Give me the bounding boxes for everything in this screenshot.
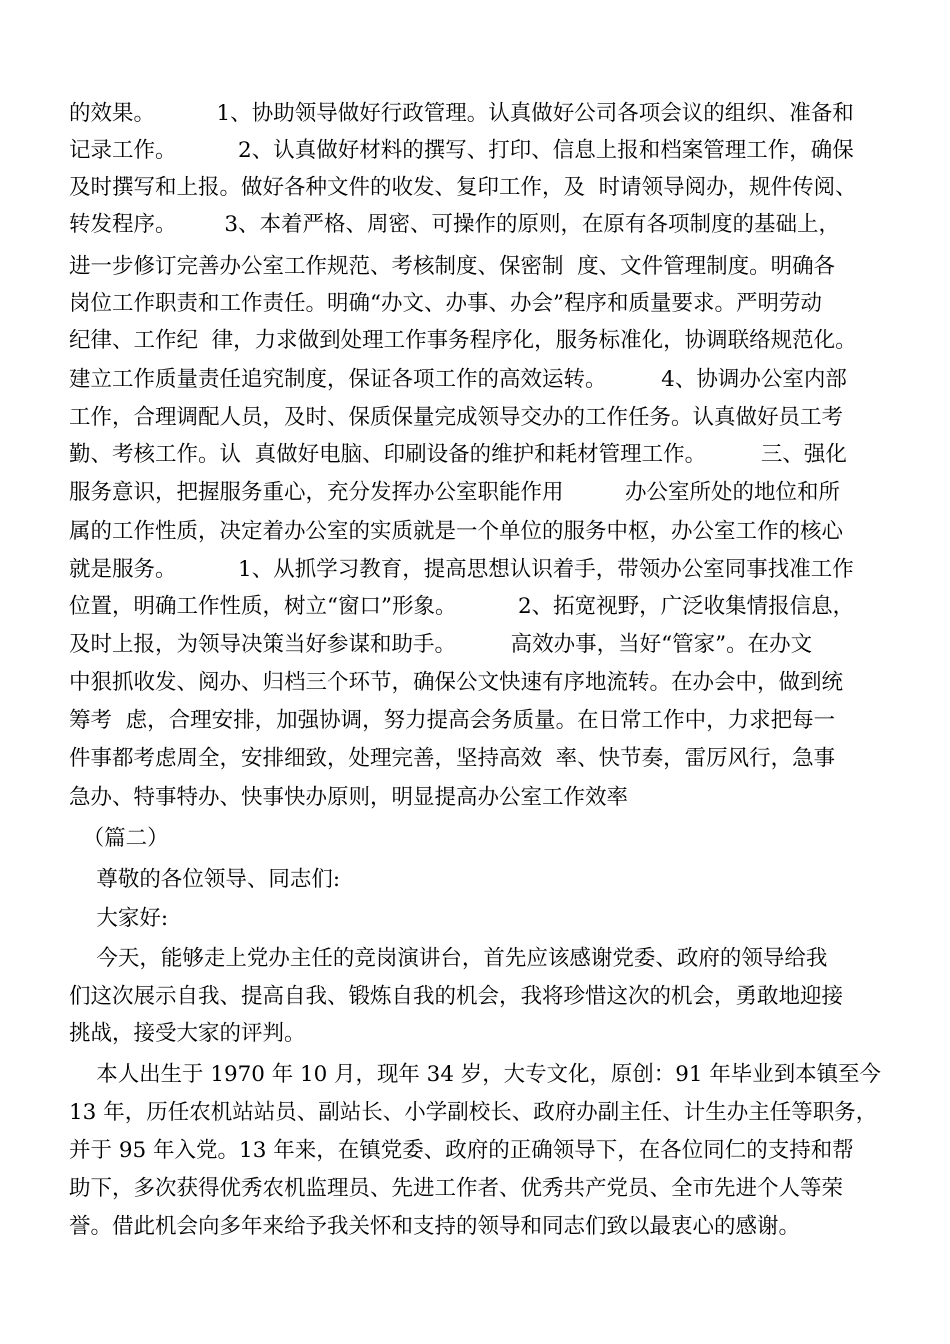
text-line: 转发程序。 3、本着严格、周密、可操作的原则，在原有各项制度的基础上， <box>69 212 841 237</box>
text-line: 及时上报，为领导决策当好参谋和助手。 高效办事，当好“管家”。在办文 <box>69 632 813 657</box>
text-line: 位置，明确工作性质，树立“窗口”形象。 2、拓宽视野，广泛收集情报信息， <box>69 594 855 619</box>
text-line: 服务意识，把握服务重心，充分发挥办公室职能作用 办公室所处的地位和所 <box>69 480 841 505</box>
text-line: 急办、特事特办、快事快办原则，明显提高办公室工作效率 <box>69 785 629 810</box>
text-line: 勤、考核工作。认 真做好电脑、印刷设备的维护和耗材管理工作。 三、强化 <box>69 442 847 467</box>
text-line: 就是服务。 1、从抓学习教育，提高思想认识着手，带领办公室同事找准工作 <box>69 557 854 582</box>
text-line: 纪律、工作纪 律，力求做到处理工作事务程序化，服务标准化，协调联络规范化。 <box>69 328 857 353</box>
text-line: 筹考 虑，合理安排，加强协调，努力提高会务质量。在日常工作中，力求把每一 <box>69 708 836 733</box>
text-line: 记录工作。 2、认真做好材料的撰写、打印、信息上报和档案管理工作，确保 <box>69 138 854 163</box>
text-line: 中狠抓收发、阅办、归档三个环节，确保公文快速有序地流转。在办会中，做到统 <box>69 670 844 695</box>
section-heading: （篇二） <box>69 826 169 851</box>
text-line: 们这次展示自我、提高自我、锻炼自我的机会，我将珍惜这次的机会，勇敢地迎接 <box>69 984 844 1009</box>
text-line: 本人出生于 1970 年 10 月，现年 34 岁，大专文化，原创：91 年毕业到本镇至今 <box>69 1062 881 1087</box>
text-line: 今天，能够走上党办主任的竞岗演讲台，首先应该感谢党委、政府的领导给我 <box>69 946 828 971</box>
text-line: 进一步修订完善办公室工作规范、考核制度、保密制 度、文件管理制度。明确各 <box>69 254 836 279</box>
text-line: 及时撰写和上报。做好各种文件的收发、复印工作，及 时请领导阅办，规件传阅、 <box>69 175 857 200</box>
salutation: 尊敬的各位领导、同志们: <box>69 867 341 892</box>
text-line: 岗位工作职责和工作责任。明确“办文、办事、办会”程序和质量要求。严明劳动 <box>69 291 822 316</box>
text-line: 誉。借此机会向多年来给予我关怀和支持的领导和同志们致以最衷心的感谢。 <box>69 1214 801 1239</box>
text-line: 的效果。 1、协助领导做好行政管理。认真做好公司各项会议的组织、准备和 <box>69 101 854 126</box>
text-line: 件事都考虑周全，安排细致，处理完善，坚持高效 率、快节奏，雷厉风行，急事 <box>69 746 836 771</box>
greeting: 大家好: <box>69 906 169 931</box>
text-line: 13 年，历任农机站站员、副站长、小学副校长、政府办副主任、计生办主任等职务， <box>69 1100 878 1125</box>
text-line: 并于 95 年入党。13 年来，在镇党委、政府的正确领导下，在各位同仁的支持和帮 <box>69 1138 854 1163</box>
text-line: 助下，多次获得优秀农机监理员、先进工作者、优秀共产党员、全市先进个人等荣 <box>69 1176 844 1201</box>
text-line: 工作，合理调配人员，及时、保质保量完成领导交办的工作任务。认真做好员工考 <box>69 405 844 430</box>
text-line: 属的工作性质，决定着办公室的实质就是一个单位的服务中枢，办公室工作的核心 <box>69 519 844 544</box>
text-line: 建立工作质量责任追究制度，保证各项工作的高效运转。 4、协调办公室内部 <box>69 367 847 392</box>
text-line: 挑战，接受大家的评判。 <box>69 1021 306 1046</box>
